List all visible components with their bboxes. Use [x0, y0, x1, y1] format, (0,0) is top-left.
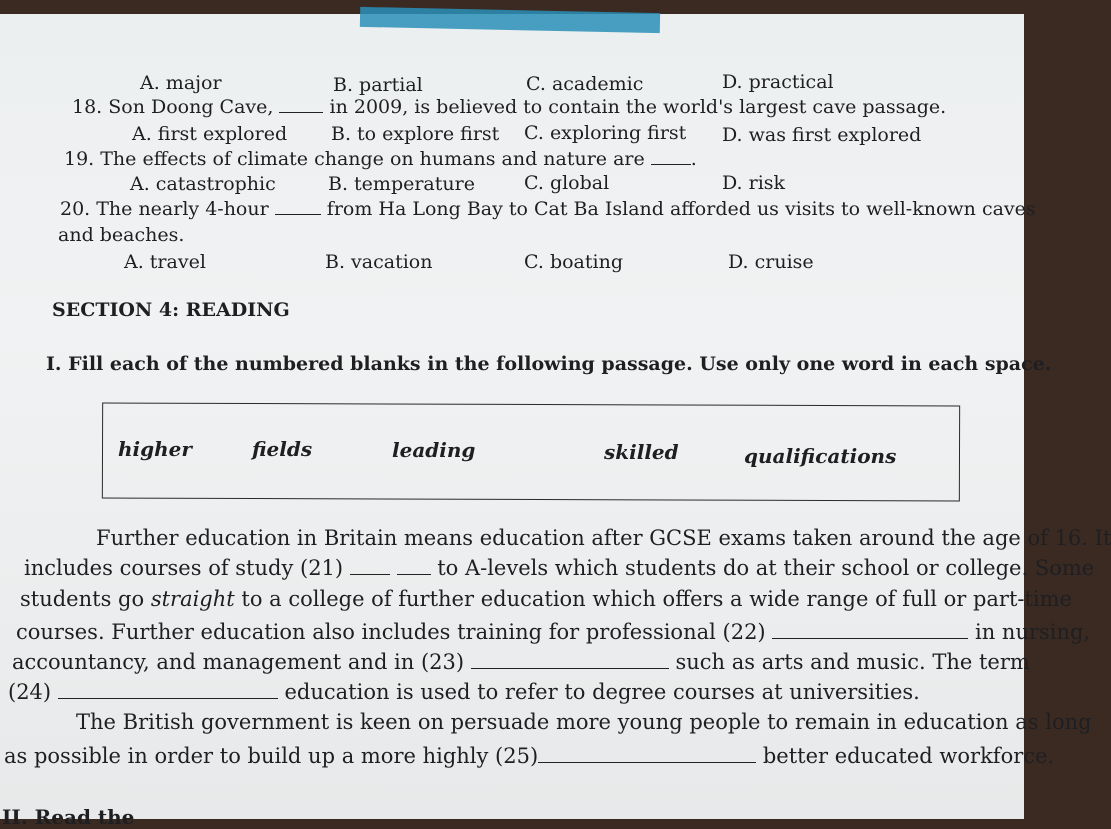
- passage-line-5: [12, 650, 1030, 674]
- q17-option-b: B. partial: [333, 74, 423, 96]
- q17-option-a: A. major: [140, 72, 222, 94]
- word-box-item: qualifications: [744, 444, 897, 468]
- blank-24: [58, 697, 278, 699]
- q20-option-b: B. vacation: [325, 251, 433, 273]
- passage-line-8: [4, 744, 1054, 768]
- passage-text: to A-levels which students do at their school or college. Some: [437, 556, 1095, 580]
- blank-23: [471, 667, 669, 669]
- q18-option-a: A. first explored: [132, 123, 288, 145]
- q20-blank: [275, 213, 321, 215]
- q17-option-c: C. academic: [526, 73, 644, 95]
- word-box-item: fields: [252, 437, 313, 461]
- q19-option-c: C. global: [524, 172, 610, 194]
- q20-stem-c: and beaches.: [58, 224, 185, 246]
- blank-25: [538, 761, 756, 763]
- section-title: SECTION 4: READING: [52, 299, 290, 321]
- q20-option-d: D. cruise: [728, 251, 814, 273]
- q18-stem-b: in 2009, is believed to contain the world's largest cave passage.: [329, 96, 947, 118]
- next-section-heading: II. Read the: [2, 805, 135, 829]
- blank-21b: [397, 573, 431, 575]
- q18-option-d: D. was first explored: [722, 124, 922, 146]
- blank-22: [772, 637, 968, 639]
- passage-text: accountancy, and management and in (23): [12, 650, 465, 674]
- passage-text: includes courses of study (21): [24, 556, 344, 580]
- q20-stem-b: from Ha Long Bay to Cat Ba Island afforded us visits to well-known caves: [326, 198, 1036, 220]
- passage-text: in nursing,: [975, 620, 1091, 644]
- passage-line-4: [16, 620, 1090, 644]
- q18-stem-a: 18. Son Doong Cave,: [72, 96, 274, 118]
- passage-line-6: [8, 680, 920, 704]
- passage-line-1: Further education in Britain means education after GCSE exams taken around the age of 16. It: [96, 526, 1111, 550]
- passage-text: (24): [8, 680, 52, 704]
- passage-line-2: [24, 556, 1094, 580]
- passage-text: education is used to refer to degree courses at universities.: [284, 680, 920, 704]
- passage-text: as possible in order to build up a more highly (25): [4, 744, 539, 768]
- passage-line-3: [20, 587, 1072, 611]
- passage-line-7: The British government is keen on persuade more young people to remain in education as long: [76, 710, 1092, 734]
- passage-text: courses. Further education also includes training for professional (22): [16, 620, 766, 644]
- q20-option-c: C. boating: [524, 251, 623, 273]
- q19-option-b: B. temperature: [328, 173, 475, 195]
- passage-text: students go: [20, 587, 145, 611]
- q20-option-a: A. travel: [124, 251, 206, 273]
- q18-option-b: B. to explore first: [331, 123, 500, 145]
- question-19: [64, 148, 697, 170]
- q17-option-d: D. practical: [722, 71, 834, 93]
- q19-option-a: A. catastrophic: [130, 173, 276, 195]
- passage-text: such as arts and music. The term: [675, 650, 1030, 674]
- word-box-item: skilled: [604, 440, 679, 464]
- q18-option-c: C. exploring first: [524, 122, 687, 144]
- q20-stem-a: 20. The nearly 4-hour: [60, 198, 269, 220]
- word-box-item: leading: [392, 438, 476, 462]
- q19-option-d: D. risk: [722, 172, 786, 194]
- passage-text: to a college of further education which offers a wide range of full or part-time: [241, 587, 1072, 611]
- q19-end: .: [690, 148, 697, 170]
- passage-text: better educated workforce.: [762, 744, 1055, 768]
- word-box-item: higher: [118, 437, 192, 461]
- blank-21a: [350, 573, 390, 575]
- passage-italic-word: straight: [150, 587, 235, 611]
- instruction: I. Fill each of the numbered blanks in the following passage. Use only one word in each space.: [46, 353, 1052, 375]
- question-18: [72, 96, 946, 118]
- q19-blank: [651, 163, 691, 165]
- question-20: [60, 198, 1036, 220]
- q18-blank: [279, 111, 323, 113]
- q19-stem: 19. The effects of climate change on humans and nature are: [64, 148, 645, 170]
